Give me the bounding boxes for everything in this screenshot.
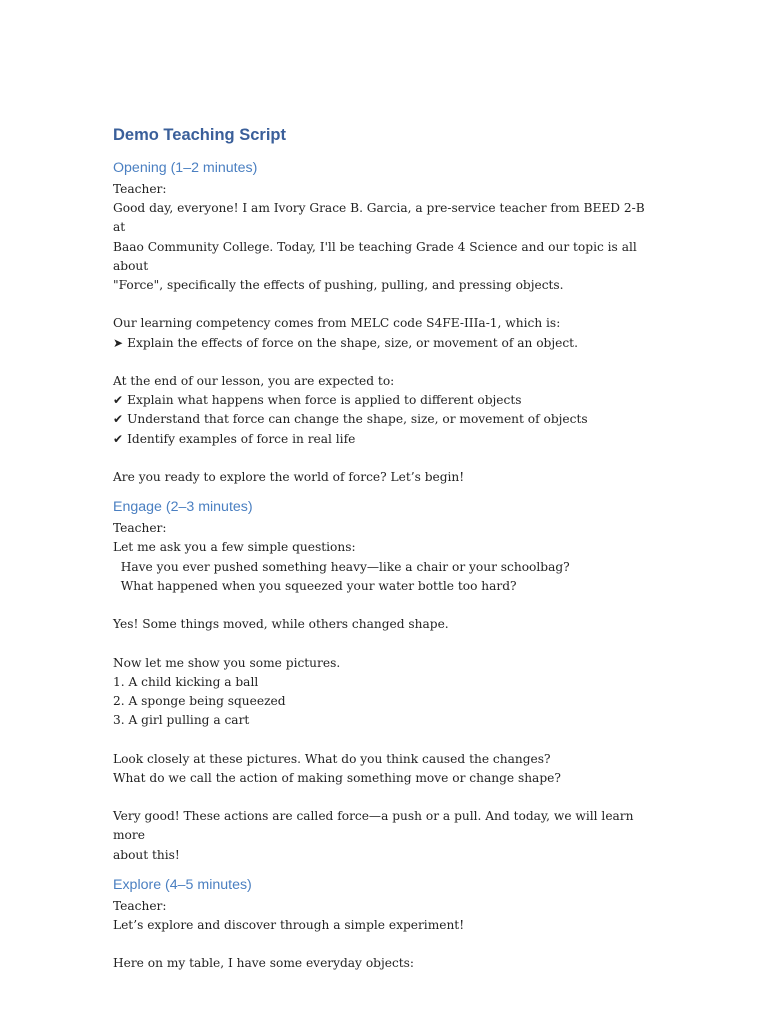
section bbox=[113, 158, 658, 497]
text-line: ✔ Explain what happens when force is applied to different objects bbox=[113, 393, 522, 408]
text-line: 1. A child kicking a ball bbox=[113, 674, 259, 689]
section bbox=[113, 497, 658, 875]
section-heading: Engage (2–3 minutes) bbox=[113, 499, 253, 516]
section-spacer bbox=[113, 865, 658, 875]
section-spacer bbox=[113, 487, 658, 497]
blank-line bbox=[113, 353, 658, 372]
blank-line bbox=[113, 730, 658, 749]
text-line: Let’s explore and discover through a simple experiment! bbox=[113, 918, 465, 932]
document-title: Demo Teaching Script bbox=[113, 126, 286, 144]
blank-line bbox=[113, 295, 658, 314]
text-line: Our learning competency comes from MELC code S4FE-IIIa-1, which is: bbox=[113, 316, 561, 331]
text-line: 2. A sponge being squeezed bbox=[113, 694, 286, 708]
blank-line bbox=[113, 935, 658, 954]
text-line: Baao Community College. Today, I'll be teaching Grade 4 Science and our topic is all about bbox=[113, 239, 641, 273]
section-heading: Explore (4–5 minutes) bbox=[113, 876, 252, 893]
section-heading: Opening (1–2 minutes) bbox=[113, 160, 258, 176]
document-sections bbox=[113, 158, 658, 974]
text-line: Teacher: bbox=[113, 898, 167, 913]
blank-line bbox=[113, 788, 658, 807]
text-line: What happened when you squeezed your water bottle too hard? bbox=[113, 578, 517, 593]
blank-line bbox=[113, 449, 658, 468]
text-line: ➤ Explain the effects of force on the shape, size, or movement of an object. bbox=[113, 335, 578, 350]
text-line: Are you ready to explore the world of force? Let’s begin! bbox=[113, 470, 465, 484]
blank-line bbox=[113, 596, 658, 615]
text-line: Very good! These actions are called force—a push or a pull. And today, we will learn more bbox=[113, 809, 638, 843]
text-line: about this! bbox=[113, 847, 180, 862]
blank-line bbox=[113, 634, 658, 653]
text-line: 3. A girl pulling a cart bbox=[113, 713, 250, 728]
text-line: Yes! Some things moved, while others changed shape. bbox=[113, 617, 449, 632]
text-line: What do we call the action of making something move or change shape? bbox=[113, 770, 561, 785]
text-line: Look closely at these pictures. What do you think caused the changes? bbox=[113, 751, 551, 766]
text-line: Teacher: bbox=[113, 521, 167, 536]
text-line: ✔ Understand that force can change the shape, size, or movement of objects bbox=[113, 412, 588, 427]
text-line: Now let me show you some pictures. bbox=[113, 655, 341, 670]
text-line: Let me ask you a few simple questions: bbox=[113, 540, 356, 555]
section bbox=[113, 875, 658, 974]
text-line: Good day, everyone! I am Ivory Grace B. Garcia, a pre-service teacher from BEED 2-B at bbox=[113, 201, 649, 235]
text-line: At the end of our lesson, you are expected to: bbox=[113, 374, 395, 388]
text-line: ✔ Identify examples of force in real life bbox=[113, 431, 356, 446]
text-line: Here on my table, I have some everyday objects: bbox=[113, 956, 415, 971]
text-line: Teacher: bbox=[113, 182, 167, 196]
text-line: "Force", specifically the effects of pushing, pulling, and pressing objects. bbox=[113, 278, 564, 293]
text-line: Have you ever pushed something heavy—like a chair or your schoolbag? bbox=[113, 559, 570, 574]
document-body bbox=[113, 124, 658, 974]
